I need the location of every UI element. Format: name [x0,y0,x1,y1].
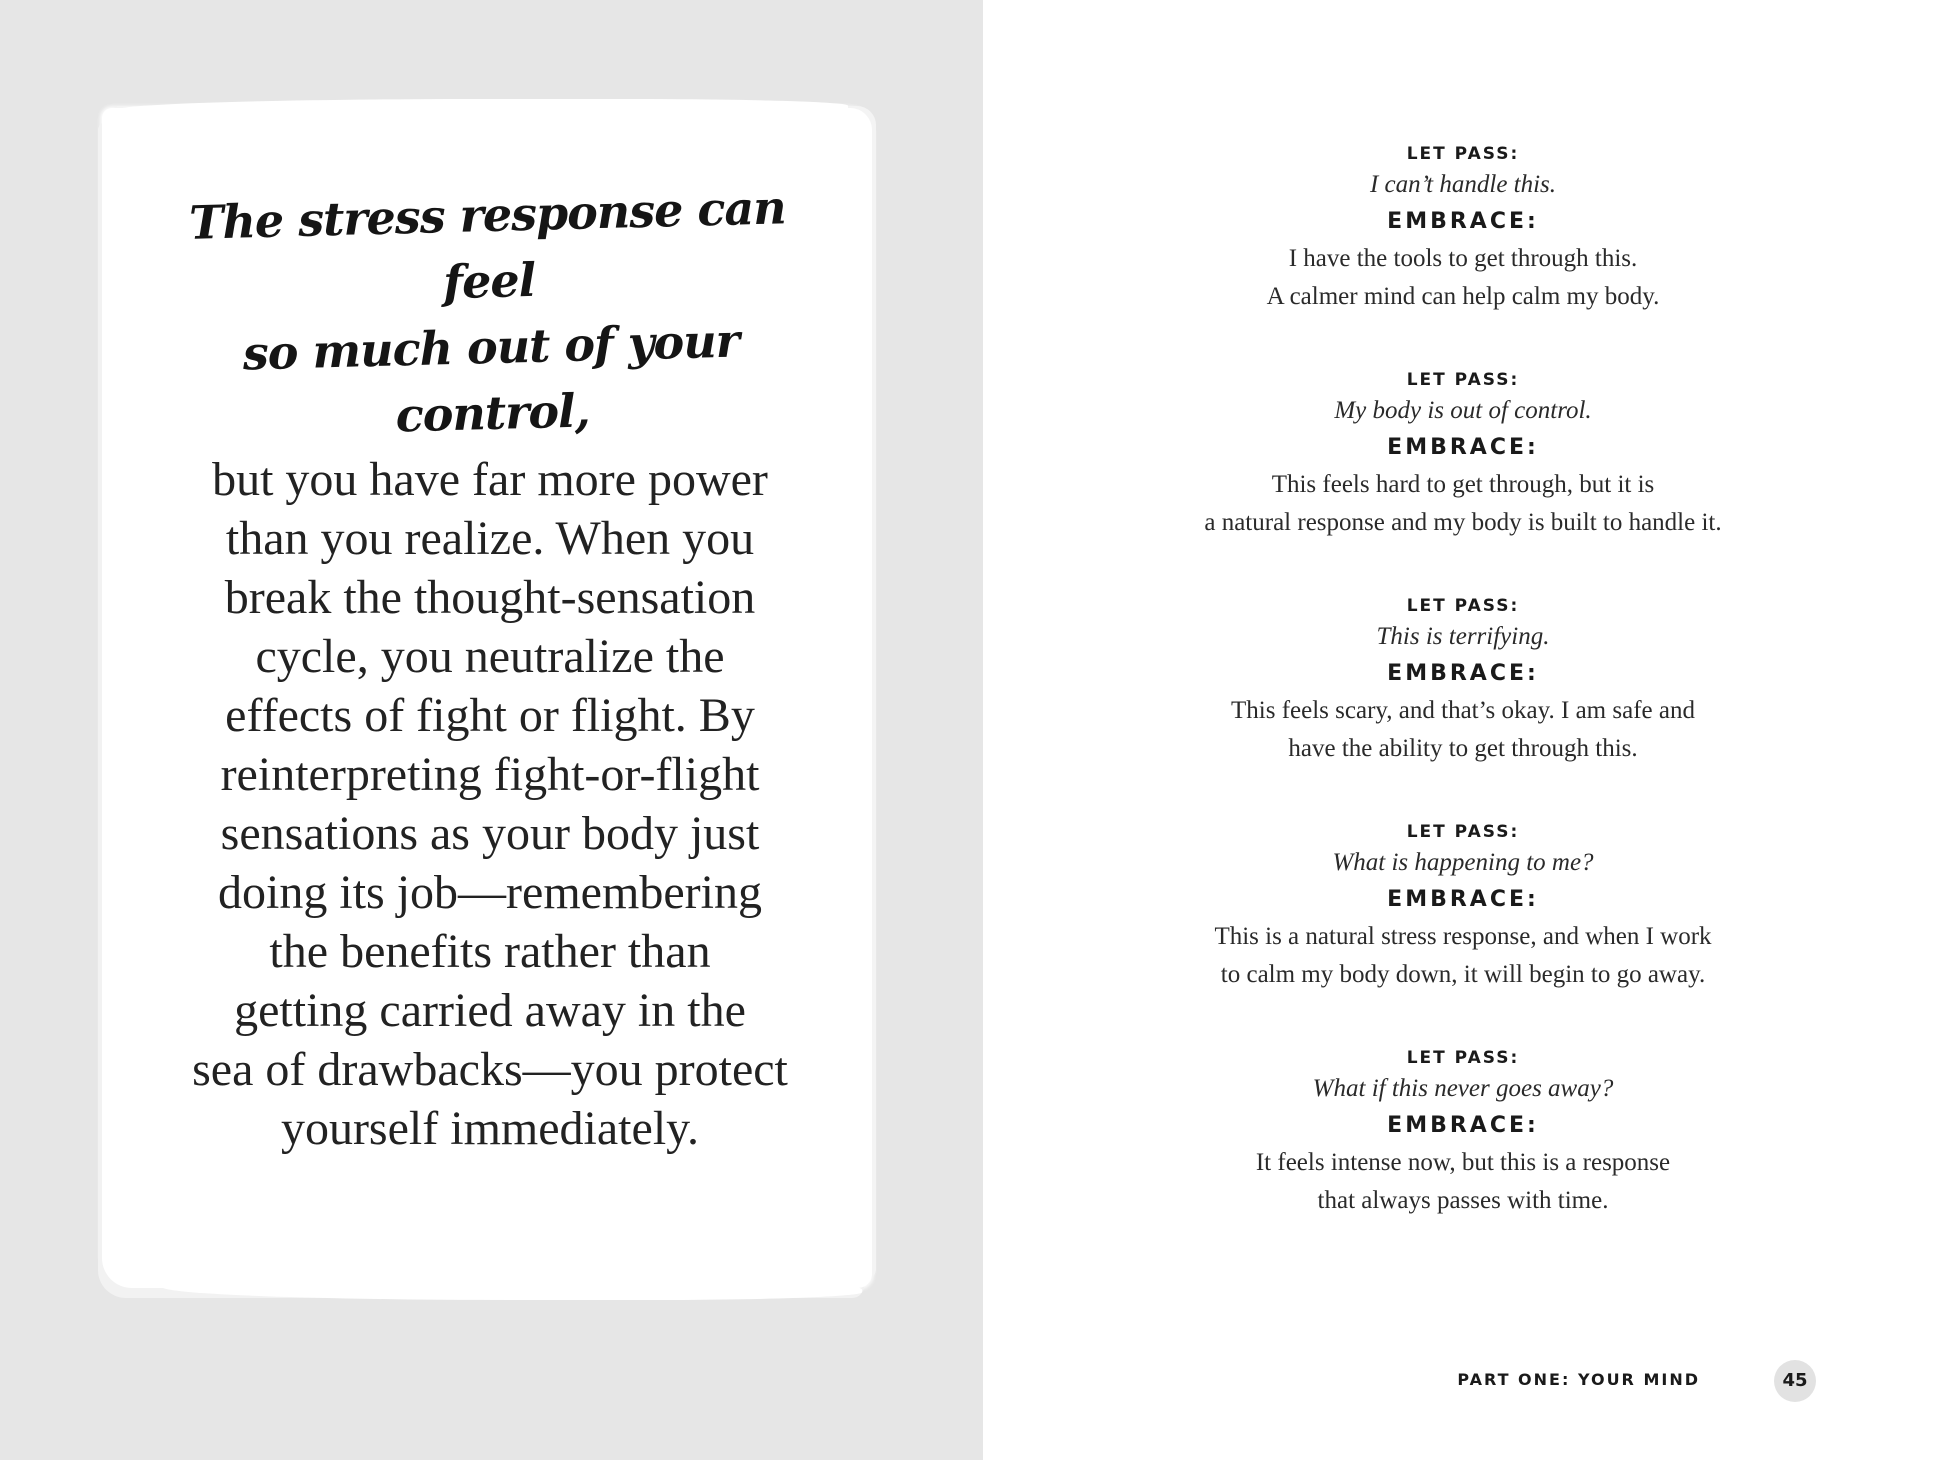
let-pass-embrace-pair [1133,818,1793,1044]
pull-quote-line: than you realize. When you [225,512,755,565]
let-pass-label: LET PASS: [1406,370,1520,390]
let-pass-embrace-pair [1133,1044,1793,1270]
embrace-text-line: A calmer mind can help calm my body. [1266,283,1660,310]
embrace-text-line: This feels scary, and that’s okay. I am safe and [1231,697,1695,724]
embrace-text-line: It feels intense now, but this is a response [1255,1149,1671,1176]
let-pass-embrace-pair [1133,592,1793,818]
pull-quote-script-line: The stress response can feel [188,180,787,310]
let-pass-text: What if this never goes away? [1312,1075,1614,1102]
let-pass-label: LET PASS: [1406,596,1520,616]
pull-quote-body [140,450,840,1158]
embrace-label: EMBRACE: [1387,887,1539,912]
let-pass-label: LET PASS: [1406,822,1520,842]
pull-quote-line: sea of drawbacks—you protect [192,1043,788,1096]
embrace-text-line: have the ability to get through this. [1288,735,1638,762]
embrace-text-line: that always passes with time. [1317,1187,1609,1214]
pull-quote-line: break the thought-sensation [224,571,756,624]
embrace-text-line: I have the tools to get through this. [1288,245,1638,272]
embrace-text-line: a natural response and my body is built to handle it. [1204,509,1722,536]
pull-quote-line: sensations as your body just [220,807,760,860]
pull-quote-script [137,173,844,455]
pull-quote-line: cycle, you neutralize the [255,630,725,683]
pull-quote-line: doing its job—remembering [218,866,762,919]
embrace-label: EMBRACE: [1387,435,1539,460]
embrace-label: EMBRACE: [1387,209,1539,234]
pull-quote [140,182,840,1158]
pull-quote-line: but you have far more power [212,453,768,506]
let-pass-text: I can’t handle this. [1369,171,1557,198]
let-pass-label: LET PASS: [1406,144,1520,164]
embrace-label: EMBRACE: [1387,661,1539,686]
embrace-text-line: This is a natural stress response, and when I work [1214,923,1712,950]
pull-quote-line: yourself immediately. [280,1102,700,1155]
let-pass-label: LET PASS: [1406,1048,1520,1068]
let-pass-text: This is terrifying. [1376,623,1550,650]
let-pass-text: My body is out of control. [1334,397,1592,424]
let-pass-embrace-pair [1133,140,1793,366]
pull-quote-line: reinterpreting fight-or-flight [220,748,760,801]
pull-quote-line: getting carried away in the [234,984,746,1037]
embrace-label: EMBRACE: [1387,1113,1539,1138]
embrace-text-line: to calm my body down, it will begin to go away. [1220,961,1706,988]
let-pass-embrace-pair [1133,366,1793,592]
pull-quote-script-line: so much out of your control, [242,313,740,443]
embrace-text-line: This feels hard to get through, but it is [1271,471,1655,498]
pull-quote-line: the benefits rather than [269,925,711,978]
let-pass-embrace-list [1133,140,1793,1270]
running-footer-section: PART ONE: YOUR MIND [1457,1370,1700,1389]
page-number: 45 [1774,1360,1816,1402]
pull-quote-line: effects of fight or flight. By [225,689,755,742]
let-pass-text: What is happening to me? [1332,849,1594,876]
